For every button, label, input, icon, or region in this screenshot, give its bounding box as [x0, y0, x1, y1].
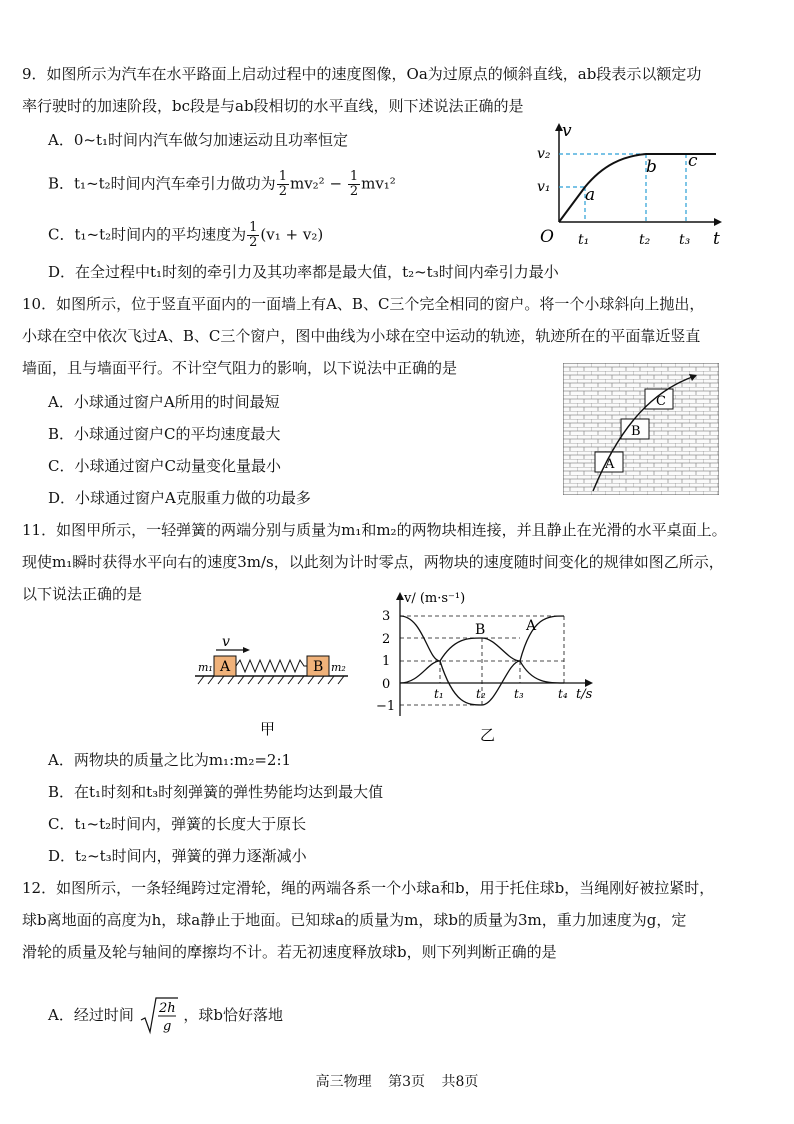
q10-stem-line1: 10．如图所示，位于竖直平面内的一面墙上有A、B、C三个完全相同的窗户。将一个小球斜向上抛出，: [22, 295, 705, 313]
q11-yi-curve-a: A: [526, 618, 537, 634]
q10-stem-line2: 小球在空中依次飞过A、B、C三个窗户，图中曲线为小球在空中运动的轨迹，轨迹所在的平面靠近竖直: [22, 327, 701, 345]
q11-yi-y-label: v/ (m·s⁻¹): [404, 591, 466, 606]
q9-option-c-text: C．t₁~t₂时间内的平均速度为: [48, 225, 247, 244]
q11-jia-v: v: [222, 634, 230, 650]
footer-page-number: 第3页: [388, 1074, 425, 1090]
q9-option-b: B．t₁~t₂时间内汽车牵引力做功为 $\frac{1}{2}$ mv₂² − $\frac{1}{2}$ mv₁²: [48, 169, 396, 199]
q11-yi-tick-y: −1: [376, 699, 396, 714]
q11-option-a: A．两物块的质量之比为m₁:m₂=2:1: [48, 751, 292, 769]
q10-window-c: C: [656, 394, 666, 409]
q10-wall-figure: [563, 363, 719, 495]
q11-jia-m2: m₂: [331, 661, 346, 674]
q11-fig-yi: [368, 588, 600, 748]
q11-stem-line1: 11．如图甲所示，一轻弹簧的两端分别与质量为m₁和m₂的两物块相连接，并且静止在光滑的水平桌面上。: [22, 521, 727, 539]
q9-graph-point-a: a: [585, 185, 596, 205]
q9-graph-t2: t₂: [639, 232, 651, 248]
q12-stem-line3: 滑轮的质量及轮与轴间的摩擦均不计。若无初速度释放球b，则下列判断正确的是: [22, 943, 557, 961]
q9-velocity-graph: [528, 120, 728, 250]
q9-graph-point-b: b: [646, 157, 657, 177]
q9-graph-origin: O: [540, 227, 554, 247]
q12-option-a: [48, 996, 283, 1036]
q9-option-b-text: B．t₁~t₂时间内汽车牵引力做功为: [48, 174, 276, 193]
q11-jia-m1: m₁: [198, 661, 213, 674]
q11-yi-tick-y: 0: [382, 677, 391, 692]
q9-option-d: D．在全过程中t₁时刻的牵引力及其功率都是最大值，t₂~t₃时间内牵引力最小: [48, 263, 559, 281]
q11-jia-block-b: B: [313, 659, 324, 675]
q11-yi-curve-b: B: [475, 622, 486, 638]
q10-window-a: A: [605, 457, 615, 472]
q11-stem-line3: 以下说法正确的是: [22, 585, 143, 603]
q11-option-d: D．t₂~t₃时间内，弹簧的弹力逐渐减小: [48, 847, 307, 865]
q11-yi-tick-y: 2: [382, 632, 391, 647]
q9-stem-line2: 率行驶时的加速阶段，bc段是与ab段相切的水平直线，则下述说法正确的是: [22, 97, 524, 115]
q12-stem-line1: 12．如图所示，一条轻绳跨过定滑轮，绳的两端各系一个小球a和b，用于托住球b，当绳刚好被拉紧时，: [22, 879, 715, 897]
q11-stem-line2: 现使m₁瞬时获得水平向右的速度3m/s，以此刻为计时零点，两物块的速度随时间变化的规律如图乙所示，: [22, 553, 724, 571]
q11-yi-tick-x: t₃: [514, 687, 524, 701]
fraction-half: $\frac{1}{2}$: [249, 220, 258, 250]
q12-sqrt-denominator: g: [162, 1019, 171, 1034]
q12-option-a-tail: ，球b恰好落地: [183, 1006, 284, 1024]
q10-option-a: A．小球通过窗户A所用的时间最短: [48, 393, 280, 411]
q11-yi-tick-x: t₁: [434, 687, 444, 701]
q11-option-c: C．t₁~t₂时间内，弹簧的长度大于原长: [48, 815, 307, 833]
q9-graph-v1: v₁: [537, 179, 551, 195]
q10-option-b: B．小球通过窗户C的平均速度最大: [48, 425, 281, 443]
q9-option-b-term1: mv₂²: [289, 174, 325, 193]
q9-graph-t3: t₃: [679, 232, 691, 248]
q11-yi-tick-y: 3: [382, 609, 391, 624]
footer-total-pages: 共8页: [441, 1074, 479, 1090]
q11-yi-tick-x: t₄: [558, 687, 568, 701]
q11-option-b: B．在t₁时刻和t₃时刻弹簧的弹性势能均达到最大值: [48, 783, 384, 801]
q10-window-b: B: [631, 424, 641, 439]
q10-option-c: C．小球通过窗户C动量变化量最小: [48, 457, 281, 475]
q9-graph-y-label: v: [562, 121, 572, 141]
q9-graph-t1: t₁: [578, 232, 590, 248]
fraction-half: $\frac{1}{2}$: [349, 169, 359, 199]
q10-option-d: D．小球通过窗户A克服重力做的功最多: [48, 489, 311, 507]
q9-stem-line1: 9．如图所示为汽车在水平路面上启动过程中的速度图像，Oa为过原点的倾斜直线，ab段表示以额定功: [22, 65, 702, 83]
q12-stem-line2: 球b离地面的高度为h，球a静止于地面。已知球a的质量为m，球b的质量为3m，重力加速度为g，定: [22, 911, 687, 929]
square-root: [139, 996, 179, 1036]
q9-option-b-term2: mv₁²: [361, 174, 396, 193]
q11-jia-block-a: A: [220, 659, 231, 675]
q9-graph-v2: v₂: [537, 146, 551, 162]
q11-yi-tick-y: 1: [382, 654, 391, 669]
q9-graph-x-label: t: [713, 229, 720, 249]
page-footer: [0, 1071, 794, 1091]
q11-yi-label: 乙: [480, 726, 496, 744]
q9-option-a: A．0~t₁时间内汽车做匀加速运动且功率恒定: [48, 131, 348, 149]
q9-graph-point-c: c: [688, 151, 698, 171]
q11-jia-label: 甲: [260, 720, 276, 738]
footer-subject: 高三物理: [315, 1074, 372, 1090]
q11-fig-jia: [192, 630, 354, 740]
q9-option-c: [48, 221, 323, 250]
q9-option-c-expr: (v₁ + v₂): [260, 225, 324, 244]
q11-yi-tick-x: t₂: [476, 687, 486, 701]
q12-option-a-text: A．经过时间: [48, 1006, 134, 1024]
q12-sqrt-numerator: 2h: [158, 1001, 176, 1016]
fraction-half: $\frac{1}{2}$: [278, 169, 287, 199]
q11-yi-x-label: t/s: [576, 687, 593, 702]
q10-stem-line3: 墙面，且与墙面平行。不计空气阻力的影响，以下说法中正确的是: [22, 359, 458, 377]
